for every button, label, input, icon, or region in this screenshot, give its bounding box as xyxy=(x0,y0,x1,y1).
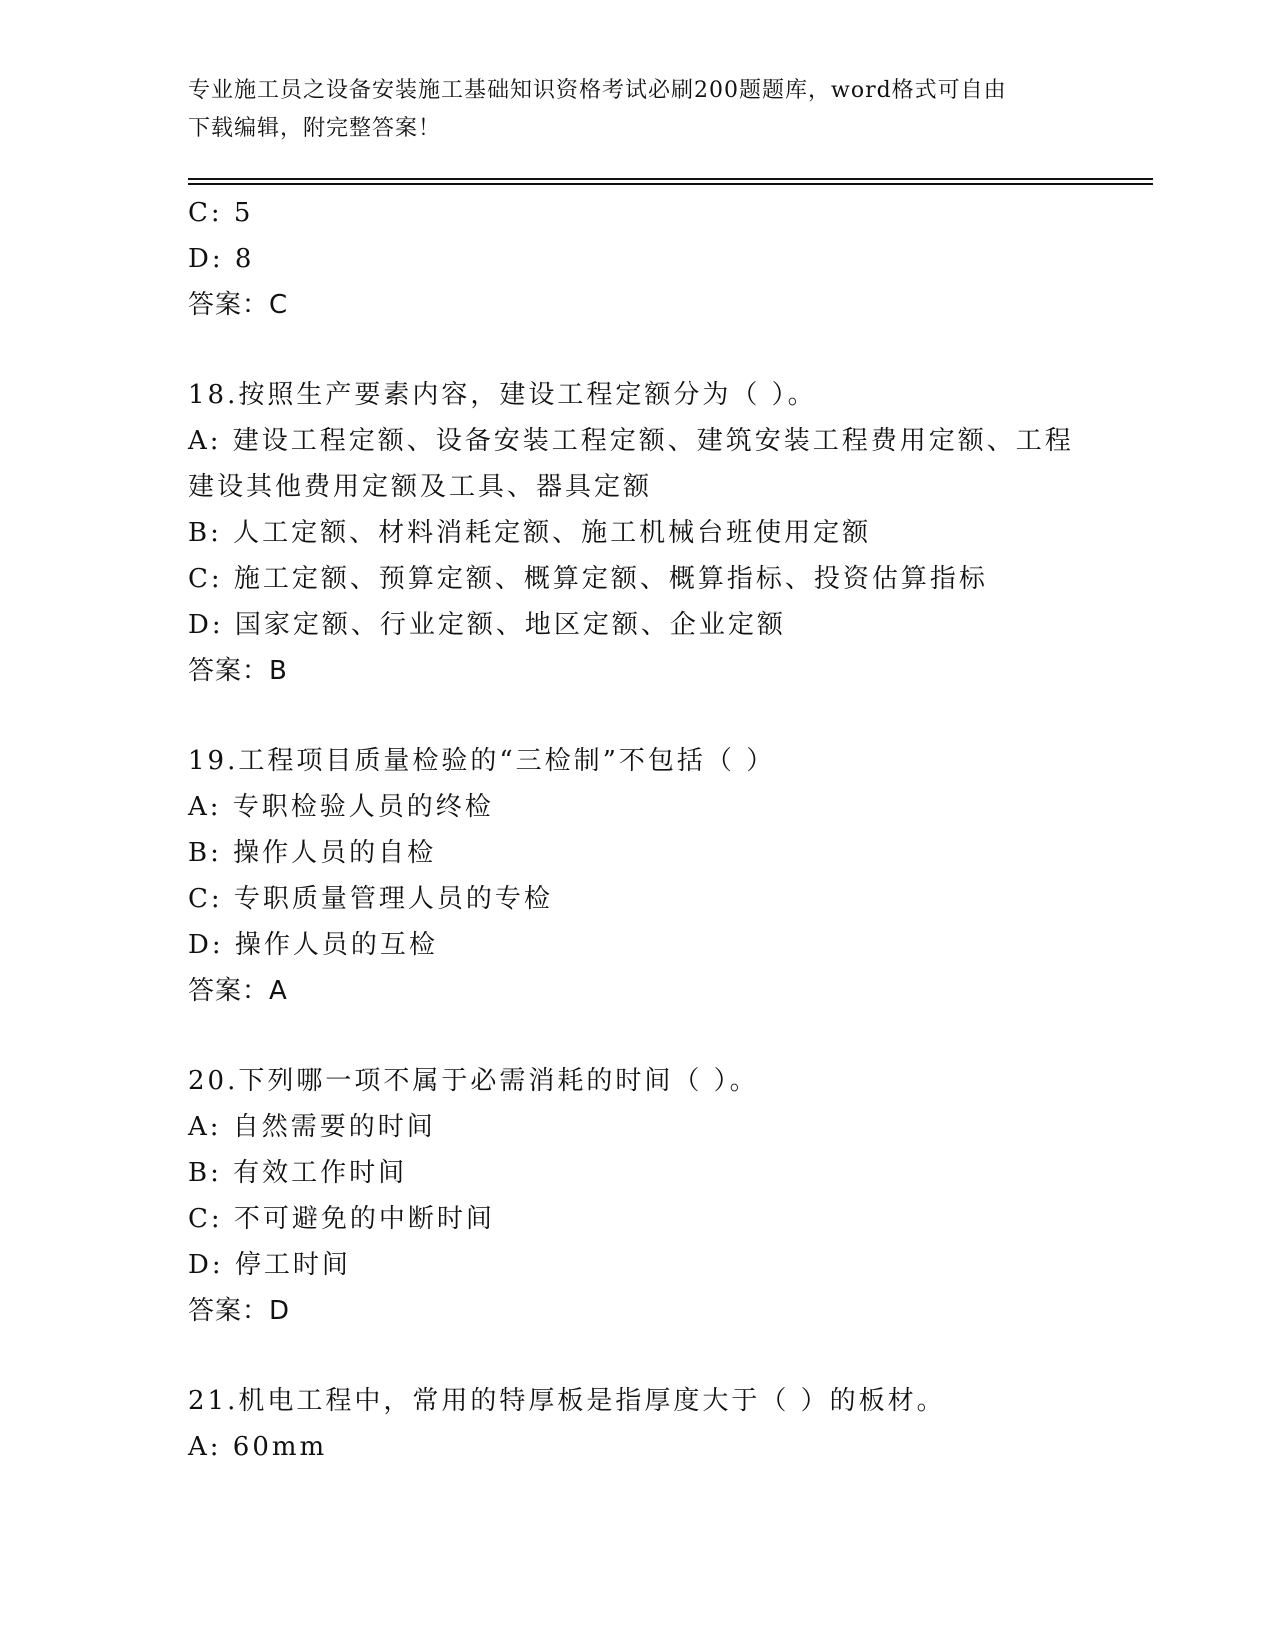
question-21 xyxy=(188,1378,1118,1470)
header-line-2: 下载编辑，附完整答案！ xyxy=(188,116,442,141)
option-d: D: 8 xyxy=(188,244,255,274)
question-19 xyxy=(188,738,1118,1014)
option-c: C: 不可避免的中断时间 xyxy=(188,1204,495,1234)
answer-line: 答案：D xyxy=(188,1296,291,1326)
option-c: C: 专职质量管理人员的专检 xyxy=(188,884,553,914)
option-a: A: 60mm xyxy=(188,1432,328,1462)
answer-line: 答案：B xyxy=(188,656,288,686)
option-a-line-1: A: 建设工程定额、设备安装工程定额、建筑安装工程费用定额、工程 xyxy=(188,426,1074,456)
question-stem: 18.按照生产要素内容，建设工程定额分为（ ）。 xyxy=(188,380,817,410)
option-d: D: 停工时间 xyxy=(188,1250,351,1280)
option-c: C: 5 xyxy=(188,198,254,228)
spacer xyxy=(188,328,1118,372)
spacer xyxy=(188,694,1118,738)
option-d: D: 操作人员的互检 xyxy=(188,930,438,960)
answer-line: 答案：C xyxy=(188,290,289,320)
question-stem: 20.下列哪一项不属于必需消耗的时间（ ）。 xyxy=(188,1066,759,1096)
question-20 xyxy=(188,1058,1118,1334)
option-b: B: 操作人员的自检 xyxy=(188,838,437,868)
question-18 xyxy=(188,372,1118,694)
question-list xyxy=(188,190,1118,1470)
question-stem: 21.机电工程中，常用的特厚板是指厚度大于（ ）的板材。 xyxy=(188,1386,946,1416)
option-b: B: 有效工作时间 xyxy=(188,1158,408,1188)
option-d: D: 国家定额、行业定额、地区定额、企业定额 xyxy=(188,610,786,640)
option-a: A: 自然需要的时间 xyxy=(188,1112,436,1142)
question-stem: 19.工程项目质量检验的“三检制”不包括（ ） xyxy=(188,746,776,776)
option-a-line-2: 建设其他费用定额及工具、器具定额 xyxy=(188,472,653,502)
option-c: C: 施工定额、预算定额、概算定额、概算指标、投资估算指标 xyxy=(188,564,988,594)
option-b: B: 人工定额、材料消耗定额、施工机械台班使用定额 xyxy=(188,518,872,548)
option-a: A: 专职检验人员的终检 xyxy=(188,792,494,822)
answer-line: 答案：A xyxy=(188,976,288,1006)
header-rule-top xyxy=(188,178,1153,180)
header-rule-bottom xyxy=(188,183,1153,185)
spacer xyxy=(188,1014,1118,1058)
header-line-1: 专业施工员之设备安装施工基础知识资格考试必刷200题题库，word格式可自由 xyxy=(188,78,1007,103)
document-header xyxy=(188,72,1088,148)
spacer xyxy=(188,1334,1118,1378)
previous-question-tail xyxy=(188,190,1118,328)
